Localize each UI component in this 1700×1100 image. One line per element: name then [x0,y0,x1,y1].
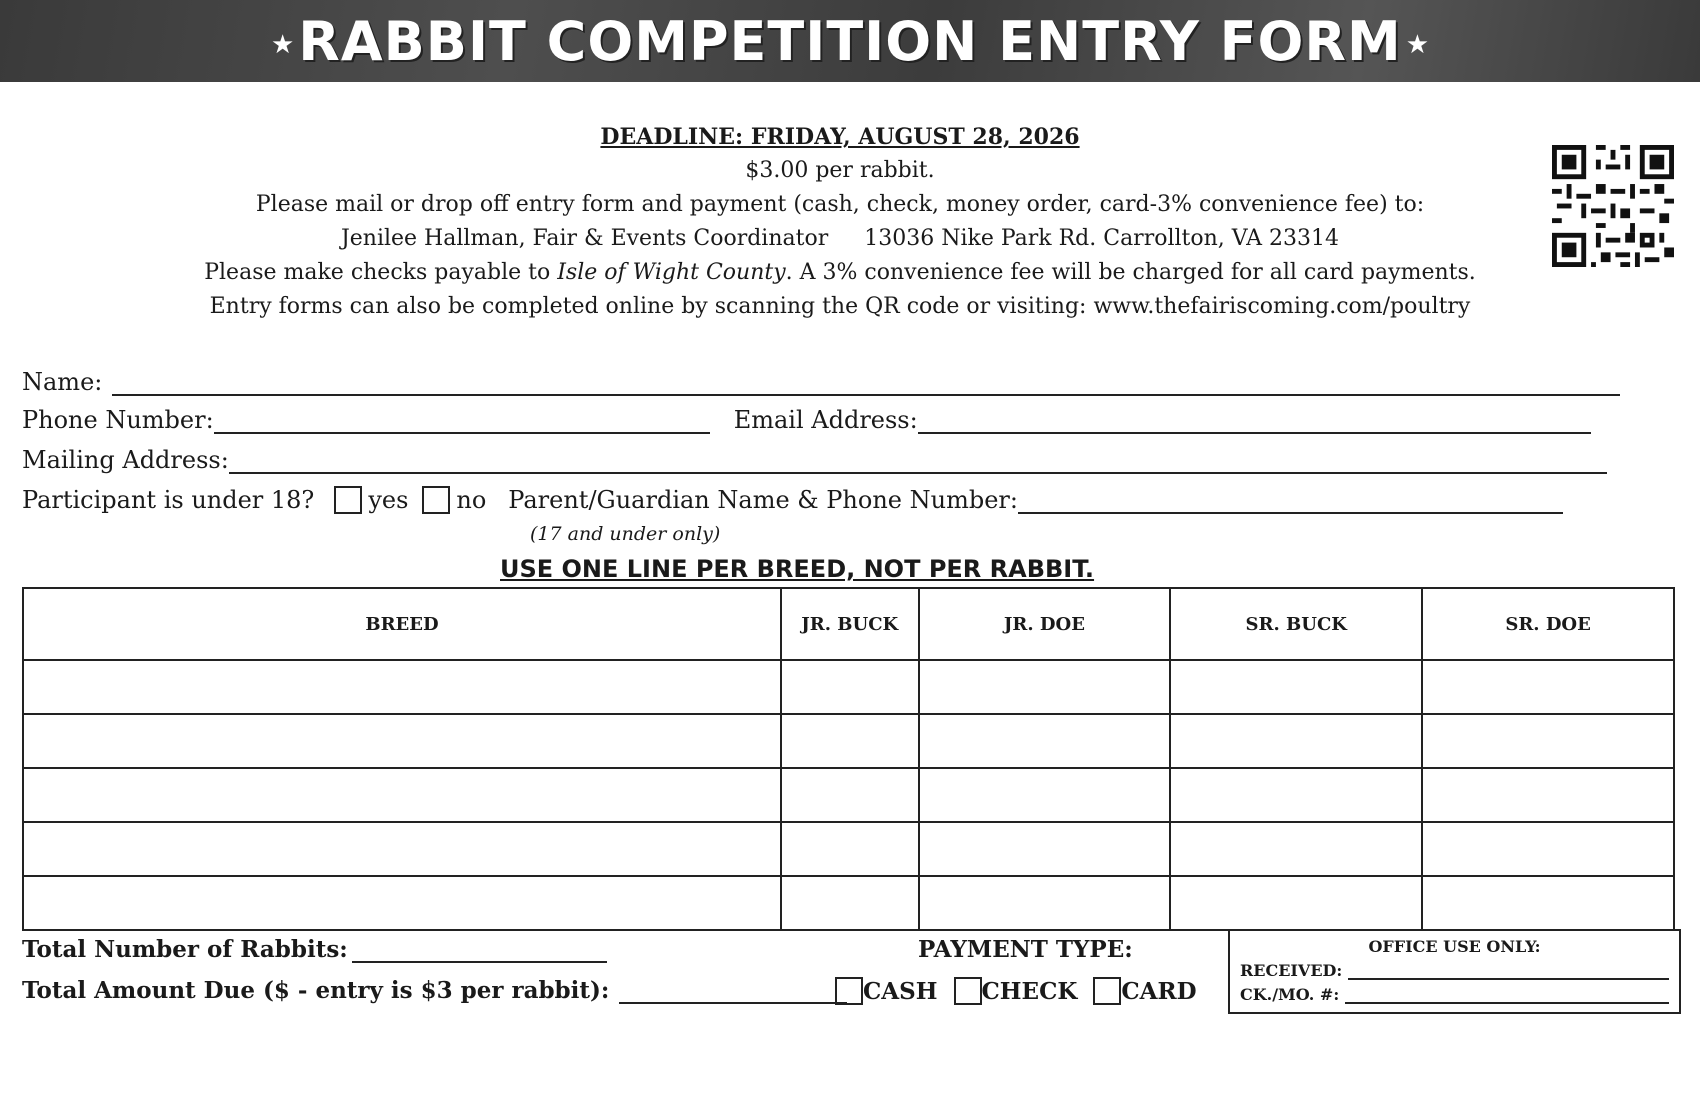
office-title: OFFICE USE ONLY: [1368,937,1541,956]
office-use-box [1228,929,1681,1014]
jr-doe-cell[interactable] [919,822,1171,876]
col-sr-doe: SR. DOE [1422,588,1674,660]
name-row [22,368,1620,396]
total-amount-label: Total Amount Due ($ - entry is $3 per rabbit): [22,977,610,1004]
total-count-label: Total Number of Rabbits: [22,936,348,963]
cash-label: CASH [863,977,938,1005]
total-amount-field[interactable] [619,978,847,1004]
no-label: no [456,486,487,514]
table-instruction: USE ONE LINE PER BREED, NOT PER RABBIT. [500,555,1095,583]
email-label: Email Address: [733,406,918,434]
age-row [22,486,1563,514]
guardian-label: Parent/Guardian Name & Phone Number: [508,486,1018,514]
table-row [23,660,1674,714]
total-amount-row [22,977,847,1004]
sr-doe-cell[interactable] [1422,768,1674,822]
table-row [23,822,1674,876]
sr-buck-cell[interactable] [1170,768,1422,822]
contact-line [120,222,1560,256]
mail-instructions: Please mail or drop off entry form and payment (cash, check, money order, card-3% convenience fee) to: [255,192,1425,217]
mailing-label: Mailing Address: [22,446,229,474]
col-breed: BREED [23,588,781,660]
sr-buck-cell[interactable] [1170,660,1422,714]
online-text: Entry forms can also be completed online by scanning the QR code or visiting: www.thefairiscoming.com/poultry [209,294,1471,319]
breed-cell[interactable] [23,768,781,822]
received-field[interactable] [1348,962,1669,980]
card-checkbox[interactable] [1093,977,1121,1005]
yes-checkbox[interactable] [334,486,362,514]
ck-row [1240,980,1679,1004]
sr-doe-cell[interactable] [1422,876,1674,930]
table-row [23,714,1674,768]
checks-line [120,256,1560,290]
jr-doe-cell[interactable] [919,714,1171,768]
sr-buck-cell[interactable] [1170,714,1422,768]
header-banner [0,0,1700,82]
email-field[interactable] [918,406,1591,434]
breed-cell[interactable] [23,876,781,930]
col-jr-doe: JR. DOE [919,588,1171,660]
contact-row [22,406,1591,434]
breed-table [22,587,1675,931]
mailing-row [22,446,1607,474]
form-title: RABBIT COMPETITION ENTRY FORM [298,9,1402,73]
checks-prefix: Please make checks payable to [204,260,558,285]
payment-options [832,977,1197,1005]
received-label: RECEIVED: [1240,961,1343,980]
jr-buck-cell[interactable] [781,822,919,876]
yes-label: yes [368,486,409,514]
guardian-field[interactable] [1018,486,1563,514]
check-label: CHECK [981,977,1078,1005]
total-count-row [22,936,607,963]
name-field[interactable] [112,368,1620,396]
breed-cell[interactable] [23,660,781,714]
under18-label: Participant is under 18? [22,486,315,514]
jr-buck-cell[interactable] [781,714,919,768]
sr-doe-cell[interactable] [1422,822,1674,876]
phone-label: Phone Number: [22,406,214,434]
table-row [23,768,1674,822]
card-label: CARD [1121,977,1197,1005]
col-jr-buck: JR. BUCK [781,588,919,660]
deadline: DEADLINE: FRIDAY, AUGUST 28, 2026 [600,124,1080,150]
star-icon: ★ [270,30,295,60]
fee-text: $3.00 per rabbit. [745,158,935,183]
ck-field[interactable] [1345,986,1669,1004]
jr-doe-cell[interactable] [919,768,1171,822]
mailing-address-field[interactable] [229,446,1607,474]
col-sr-buck: SR. BUCK [1170,588,1422,660]
total-count-field[interactable] [352,937,607,963]
table-header-row [23,588,1674,660]
no-checkbox[interactable] [422,486,450,514]
breed-cell[interactable] [23,714,781,768]
check-checkbox[interactable] [954,977,982,1005]
received-row [1240,956,1679,980]
payment-type-label: PAYMENT TYPE: [918,936,1133,963]
table-row [23,876,1674,930]
jr-buck-cell[interactable] [781,768,919,822]
jr-buck-cell[interactable] [781,660,919,714]
guardian-note: (17 and under only) [530,523,721,545]
sr-buck-cell[interactable] [1170,822,1422,876]
star-icon: ★ [1405,30,1430,60]
qr-code-icon[interactable] [1552,145,1674,267]
checks-payee: Isle of Wight County [557,260,786,285]
sr-buck-cell[interactable] [1170,876,1422,930]
sr-doe-cell[interactable] [1422,714,1674,768]
phone-field[interactable] [214,406,710,434]
contact-name: Jenilee Hallman, Fair & Events Coordinator [340,226,829,251]
jr-doe-cell[interactable] [919,876,1171,930]
name-label: Name: [22,368,103,396]
breed-cell[interactable] [23,822,781,876]
checks-suffix: . A 3% convenience fee will be charged for all card payments. [785,260,1476,285]
sr-doe-cell[interactable] [1422,660,1674,714]
contact-address: 13036 Nike Park Rd. Carrollton, VA 23314 [864,226,1340,251]
ck-label: CK./MO. #: [1240,985,1340,1004]
cash-checkbox[interactable] [835,977,863,1005]
info-block [120,120,1560,324]
jr-buck-cell[interactable] [781,876,919,930]
jr-doe-cell[interactable] [919,660,1171,714]
